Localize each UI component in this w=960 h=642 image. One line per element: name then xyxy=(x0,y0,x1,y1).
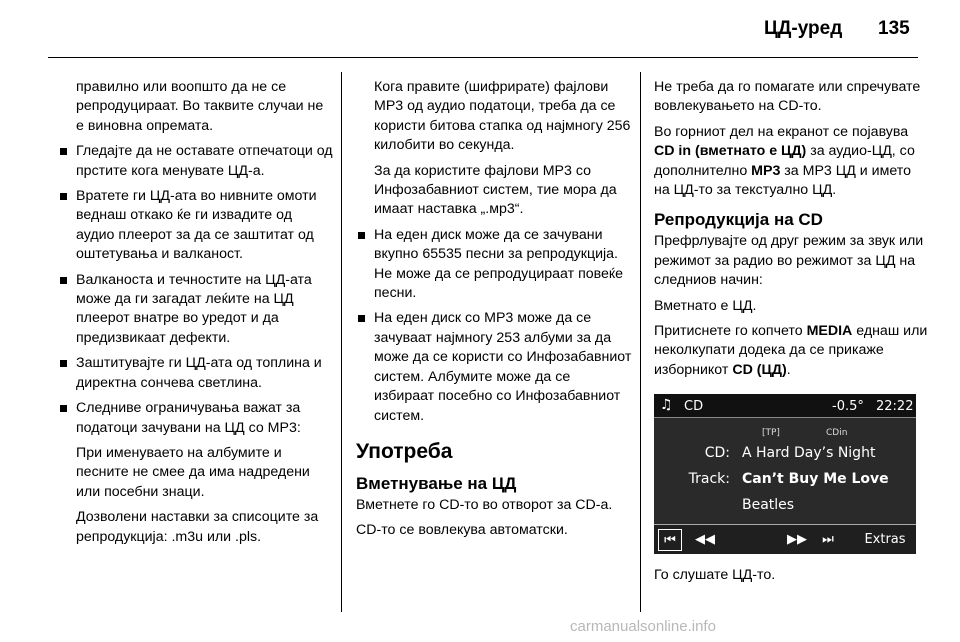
col3-para-3: Префрлувајте од друг режим за звук или режимот за радио во режимот за ЦД на следниов начин: xyxy=(654,233,924,289)
heading-usage: Употреба xyxy=(356,439,453,463)
screen-status-bar xyxy=(654,394,916,418)
music-note-icon: ♫ xyxy=(660,397,673,414)
track-row-label: Track: xyxy=(688,471,730,488)
col1-intro: правилно или воопшто да не се репродуцираат. Во таквите случаи не е виновна опремата. xyxy=(76,79,324,134)
column-3 xyxy=(654,78,930,592)
cd-in-label: CD in (вметнато е ЦД) xyxy=(654,143,807,160)
cdin-indicator: CDin xyxy=(826,428,848,439)
skip-previous-icon[interactable]: ⏮ xyxy=(658,529,682,551)
column-1 xyxy=(58,78,334,553)
skip-next-icon[interactable]: ⏭ xyxy=(822,532,834,548)
mp3-label: MP3 xyxy=(751,162,781,179)
column-divider-1 xyxy=(341,72,342,612)
clock: 22:22 xyxy=(876,399,914,415)
cd-display-screenshot xyxy=(654,394,916,554)
heading-cd-playback: Репродукција на CD xyxy=(654,210,823,230)
list-item: Вратете ги ЦД-ата во нивните омоти веднаш откако ќе ги извадите од аудио плеерот за да се заштитат од оштетувања и валканост. xyxy=(58,187,334,265)
col1-sub-2: Дозволени наставки за списоците за репродукција: .m3u или .pls. xyxy=(76,509,319,545)
col3-para-1: Не треба да го помагате или спречувате вовлекувањето на CD-то. xyxy=(654,79,921,115)
source-label: CD xyxy=(684,399,704,415)
watermark: carmanualsonline.info xyxy=(570,618,716,635)
fast-forward-icon[interactable]: ▶▶ xyxy=(787,532,807,548)
col2-para-2: За да користите фајлови MP3 со Инфозабавниот систем, тие мора да имаат наставка „.мр3“. xyxy=(374,162,617,218)
level-readout: -0.5° xyxy=(832,399,864,415)
page-number: 135 xyxy=(878,18,910,39)
rewind-icon[interactable]: ◀◀ xyxy=(695,532,715,548)
screen-control-bar xyxy=(654,524,916,554)
cd-menu-label: CD (ЦД) xyxy=(732,361,787,378)
header-title: ЦД-уред xyxy=(764,18,843,39)
list-item: Следниве ограничувања важат за податоци зачувани на ЦД со MP3: xyxy=(58,399,334,438)
list-item: На еден диск со MP3 може да се зачуваат најмногу 253 албуми за да може да се користи со Инфозабавниот систем. Албумите може да се избираат посебно со Инфозабавниот систем. xyxy=(356,309,634,425)
header-rule xyxy=(48,57,918,58)
tp-indicator: [TP] xyxy=(762,428,780,439)
heading-insert-cd: Вметнување на ЦД xyxy=(356,473,517,493)
list-item: На еден диск може да се зачувани вкупно 65535 песни за репродукција. Не може да се репродуцираат повеќе песни. xyxy=(356,226,634,304)
col3-para-2: Во горниот дел на екранот се појавува CD in (вметнато е ЦД) за аудио-ЦД, со дополнително MP3 за MP3 ЦД и името на ЦД-то за текстуално ЦД. xyxy=(654,123,915,199)
screen-caption: Го слушате ЦД-то. xyxy=(654,567,776,584)
extras-button[interactable]: Extras xyxy=(864,532,906,548)
artist-name: Beatles xyxy=(742,497,795,514)
track-title: Can’t Buy Me Love xyxy=(742,471,889,488)
cd-title: A Hard Day’s Night xyxy=(742,445,876,462)
media-button-label: MEDIA xyxy=(806,323,853,340)
col3-para-5: Притиснете го копчето MEDIA еднаш или неколкупати додека да се прикаже изборникот CD (ЦД). xyxy=(654,323,928,378)
col2-para-1: Кога правите (шифрирате) фајлови MP3 од аудио податоци, треба да се користи битова стапка од најмногу 256 килобити во секунда. xyxy=(374,79,631,154)
col2-para-3: Вметнете го CD-то во отворот за CD-a. xyxy=(356,496,613,513)
column-2 xyxy=(356,78,634,547)
col2-para-4: CD-то се вовлекува автоматски. xyxy=(356,522,568,539)
cd-row-label: CD: xyxy=(704,445,730,462)
list-item: Валканоста и течностите на ЦД-ата може да ги загадат леќите на ЦД плеерот внатре во уредот и да предизвикаат дефекти. xyxy=(58,271,334,349)
page-header xyxy=(0,0,960,60)
column-divider-2 xyxy=(640,72,641,612)
list-item: Заштитувајте ги ЦД-ата од топлина и директна сончева светлина. xyxy=(58,354,334,393)
list-item: Гледајте да не оставате отпечатоци од прстите кога менувате ЦД-а. xyxy=(58,142,334,181)
col3-para-4: Вметнато е ЦД. xyxy=(654,297,757,314)
col1-sub-1: При именуваето на албумите и песните не смее да има надредени или посебни знаци. xyxy=(76,444,310,500)
